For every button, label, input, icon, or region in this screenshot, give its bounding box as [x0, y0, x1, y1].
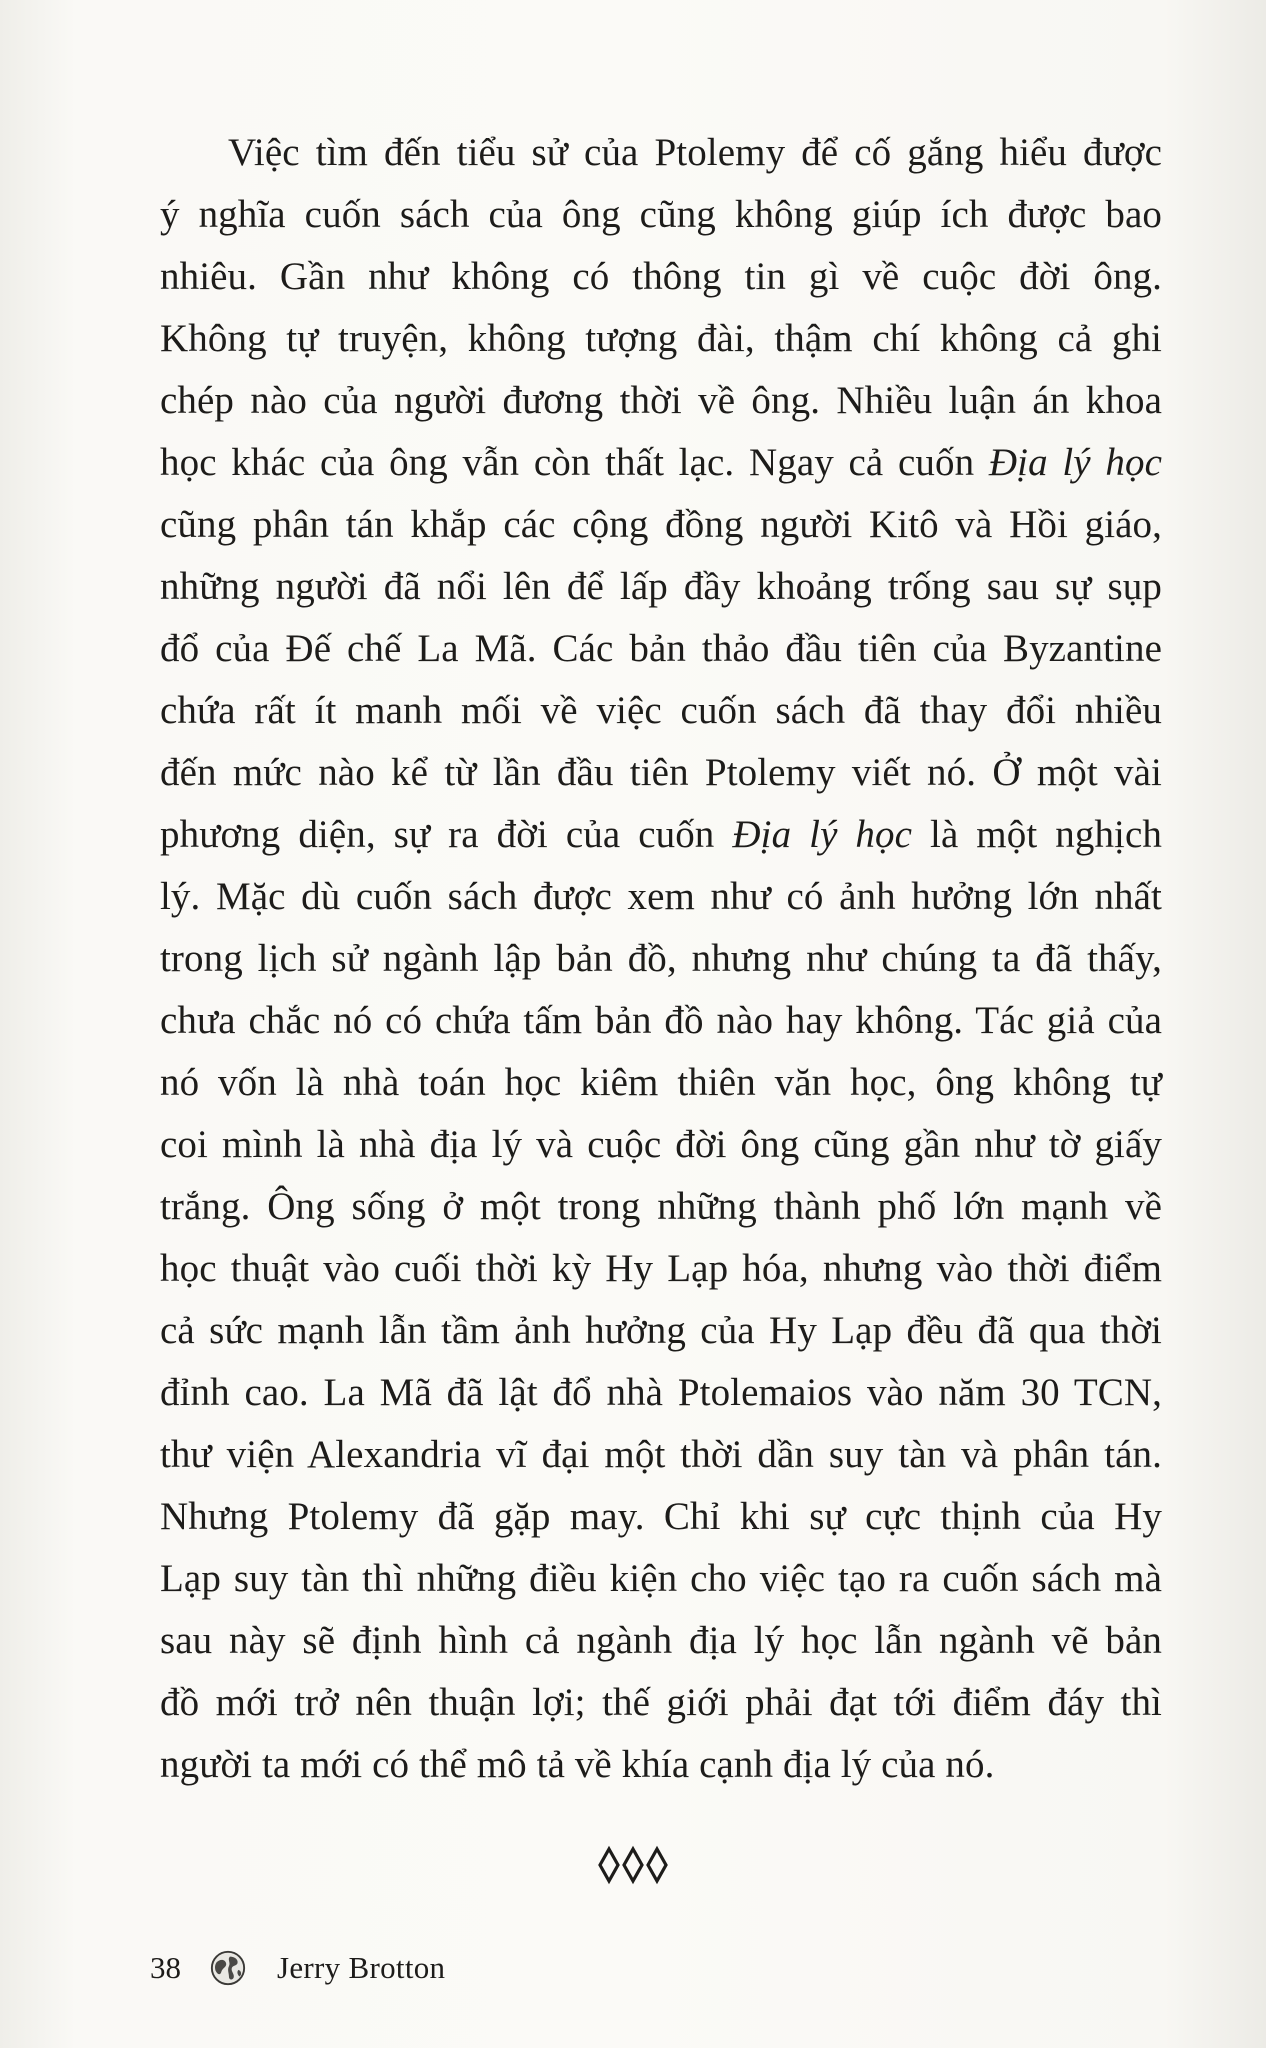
author-name: Jerry Brotton [277, 1950, 446, 1985]
text-segment: là một nghịch [912, 813, 1162, 856]
text-line: Không tự truyện, không tượng đài, thậm chí không cả ghi [160, 317, 1162, 360]
text-line [160, 804, 1162, 866]
diamond-ornament-icon [597, 1845, 669, 1885]
text-line: ý nghĩa cuốn sách của ông cũng không giúp ích được bao [160, 193, 1162, 236]
book-title-italic: Địa lý học [988, 441, 1162, 484]
text-segment: học khác của ông vẫn còn thất lạc. Ngay cả cuốn [160, 441, 989, 484]
globe-icon [209, 1949, 247, 1987]
text-line: người ta mới có thể mô tả về khía cạnh địa lý của nó. [160, 1743, 995, 1786]
page-footer [150, 1943, 445, 1993]
text-line: sau này sẽ định hình cả ngành địa lý học lẫn ngành vẽ bản [160, 1619, 1162, 1662]
text-line: đổ của Đế chế La Mã. Các bản thảo đầu tiên của Byzantine [160, 627, 1162, 670]
text-line: học thuật vào cuối thời kỳ Hy Lạp hóa, nhưng vào thời điểm [160, 1247, 1162, 1290]
text-line: chứa rất ít manh mối về việc cuốn sách đã thay đổi nhiều [160, 689, 1162, 732]
book-title-italic: Địa lý học [732, 813, 913, 856]
text-line: những người đã nổi lên để lấp đầy khoảng trống sau sự sụp [160, 565, 1162, 608]
text-line: coi mình là nhà địa lý và cuộc đời ông cũng gần như tờ giấy [160, 1123, 1162, 1166]
text-line: Nhưng Ptolemy đã gặp may. Chỉ khi sự cực thịnh của Hy [160, 1495, 1162, 1538]
page-number: 38 [150, 1950, 181, 1985]
text-line: nhiêu. Gần như không có thông tin gì về cuộc đời ông. [160, 255, 1162, 298]
text-line: đỉnh cao. La Mã đã lật đổ nhà Ptolemaios vào năm 30 TCN, [160, 1371, 1162, 1414]
section-divider [0, 1840, 1266, 1890]
text-line [160, 432, 1162, 494]
text-line: trong lịch sử ngành lập bản đồ, nhưng như chúng ta đã thấy, [160, 937, 1162, 980]
body-text [160, 122, 1162, 1796]
text-line: lý. Mặc dù cuốn sách được xem như có ảnh hưởng lớn nhất [160, 875, 1162, 918]
text-line: chép nào của người đương thời về ông. Nhiều luận án khoa [160, 379, 1162, 422]
text-line: trắng. Ông sống ở một trong những thành phố lớn mạnh về [160, 1185, 1162, 1228]
text-line: Lạp suy tàn thì những điều kiện cho việc tạo ra cuốn sách mà [160, 1557, 1162, 1600]
text-line: nó vốn là nhà toán học kiêm thiên văn học, ông không tự [160, 1061, 1162, 1104]
text-line: Việc tìm đến tiểu sử của Ptolemy để cố gắng hiểu được [228, 131, 1162, 174]
text-line: chưa chắc nó có chứa tấm bản đồ nào hay không. Tác giả của [160, 999, 1162, 1042]
text-line: đồ mới trở nên thuận lợi; thế giới phải đạt tới điểm đáy thì [160, 1681, 1162, 1724]
text-line: cũng phân tán khắp các cộng đồng người Kitô và Hồi giáo, [160, 503, 1162, 546]
text-line: đến mức nào kể từ lần đầu tiên Ptolemy viết nó. Ở một vài [160, 751, 1162, 794]
text-line: cả sức mạnh lẫn tầm ảnh hưởng của Hy Lạp đều đã qua thời [160, 1309, 1162, 1352]
text-line: thư viện Alexandria vĩ đại một thời dần suy tàn và phân tán. [160, 1433, 1162, 1476]
text-segment: phương diện, sự ra đời của cuốn [160, 813, 733, 856]
